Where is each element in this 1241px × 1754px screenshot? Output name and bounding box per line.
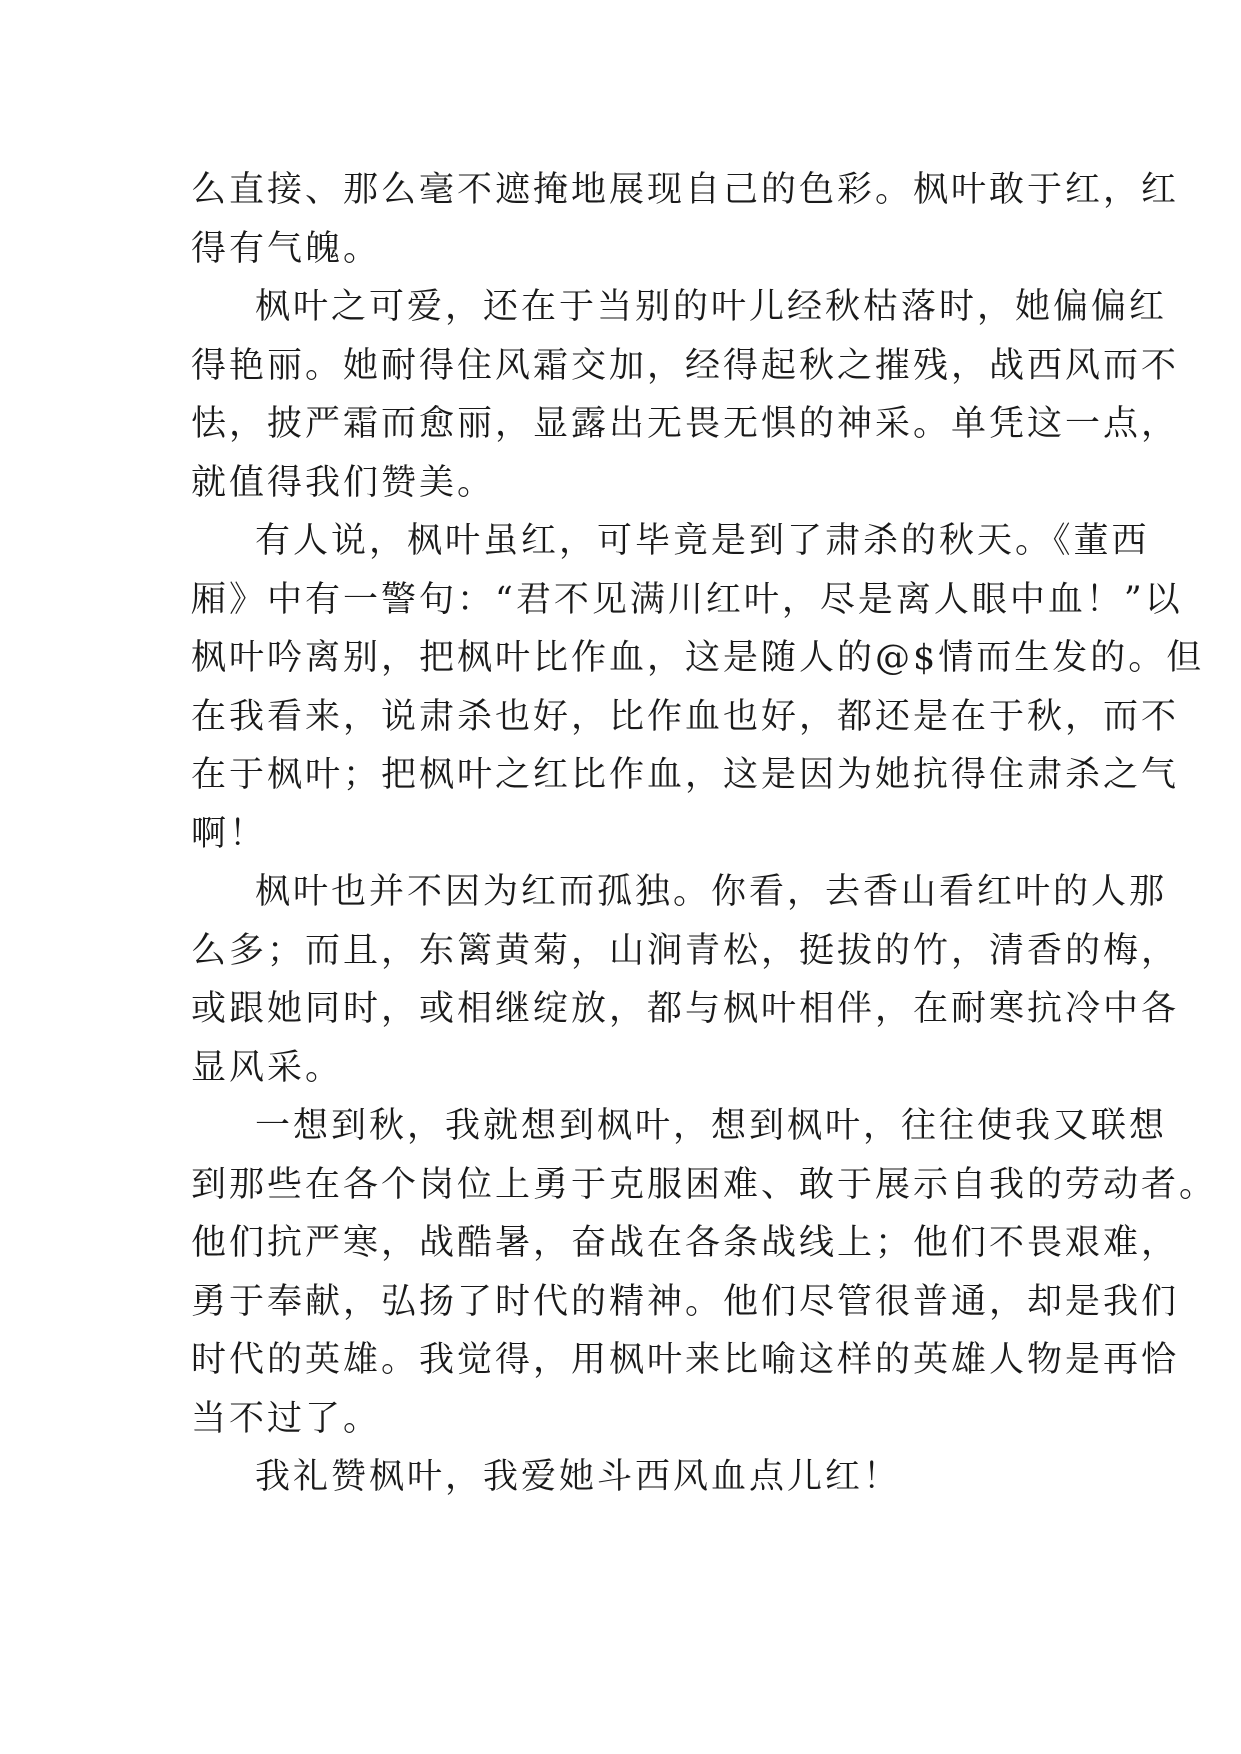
text-line: 在我看来，说肃杀也好，比作血也好，都还是在于秋，而不 (191, 696, 1180, 737)
text-line: 显风采。 (191, 1047, 344, 1088)
text-line: 到那些在各个岗位上勇于克服困难、敢于展示自我的劳动者。 (191, 1164, 1218, 1205)
text-line: 他们抗严寒，战酷暑，奋战在各条战线上；他们不畏艰难， (191, 1223, 1180, 1263)
article-body (191, 161, 1218, 1507)
text-line: 在于枫叶；把枫叶之红比作血，这是因为她抗得住肃杀之气 (191, 755, 1180, 795)
paragraph (191, 863, 1180, 1097)
paragraph (191, 278, 1180, 512)
text-line: 有人说，枫叶虽红，可毕竟是到了肃杀的秋天。《董西 (255, 521, 1150, 561)
text-line: 枫叶也并不因为红而孤独。你看，去香山看红叶的人那 (255, 872, 1168, 912)
paragraph (191, 161, 1180, 278)
paragraph (191, 1448, 1057, 1507)
text-line: 么多；而且，东篱黄菊，山涧青松，挺拔的竹，清香的梅， (191, 930, 1180, 971)
text-line: 得艳丽。她耐得住风霜交加，经得起秋之摧残，战西风而不 (191, 345, 1180, 386)
text-line: 当不过了。 (191, 1398, 382, 1439)
text-line: 厢》中有一警句：“君不见满川红叶，尽是离人眼中血！”以 (191, 579, 1183, 620)
text-line: 得有气魄。 (191, 228, 382, 269)
text-line: 怯，披严霜而愈丽，显露出无畏无惧的神采。单凭这一点， (191, 404, 1180, 444)
text-line: 或跟她同时，或相继绽放，都与枫叶相伴，在耐寒抗冷中各 (191, 989, 1180, 1029)
paragraph (191, 512, 1205, 863)
text-line: 勇于奉献，弘扬了时代的精神。他们尽管很普通，却是我们 (191, 1281, 1180, 1322)
text-line: 我礼赞枫叶，我爱她斗西风血点儿红！ (255, 1457, 902, 1497)
text-line: 么直接、那么毫不遮掩地展现自己的色彩。枫叶敢于红，红 (191, 170, 1180, 210)
text-line: 就值得我们赞美。 (191, 462, 496, 503)
text-line: 枫叶之可爱，还在于当别的叶儿经秋枯落时，她偏偏红 (255, 287, 1168, 327)
text-line: 时代的英雄。我觉得，用枫叶来比喻这样的英雄人物是再恰 (191, 1340, 1180, 1380)
text-line: 一想到秋，我就想到枫叶，想到枫叶，往往使我又联想 (255, 1106, 1168, 1146)
text-line: 啊！ (191, 813, 268, 854)
paragraph (191, 1097, 1218, 1448)
text-line: 枫叶吟离别，把枫叶比作血，这是随人的@$情而生发的。但 (191, 638, 1205, 678)
